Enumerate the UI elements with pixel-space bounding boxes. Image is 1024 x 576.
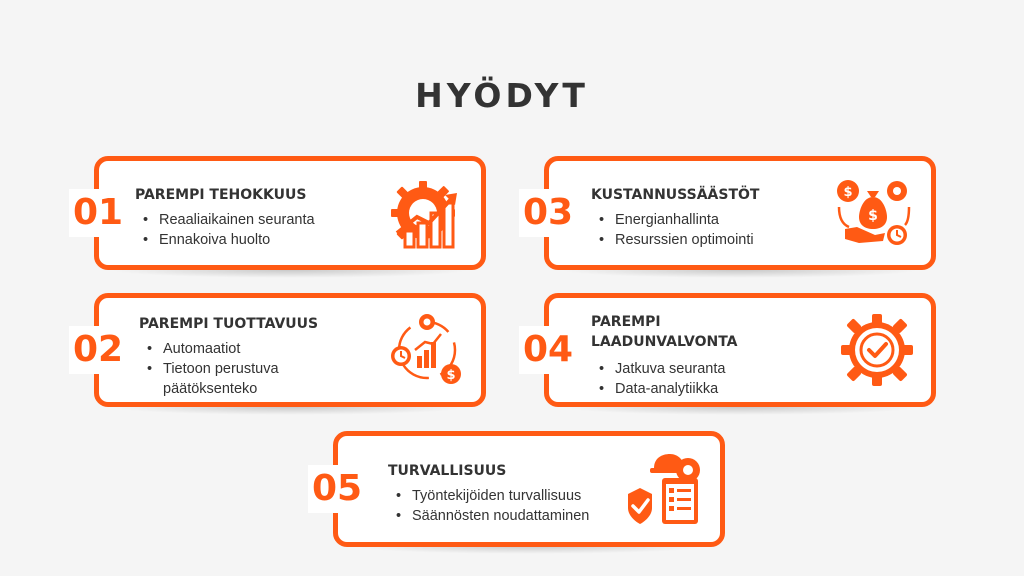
card-bullet-list [396,486,589,526]
card-bullet-list [147,339,327,399]
list-item: • Energianhallinta [599,210,754,230]
svg-text:$: $ [446,368,456,383]
card-number: 03 [519,189,577,237]
card-01 [73,156,486,270]
card-05 [312,431,725,547]
card-bullet-list [599,359,725,399]
card-bullet-list [599,210,754,250]
list-item: • Ennakoiva huolto [143,230,315,250]
card-heading: PAREMPI LAADUNVALVONTA [591,314,738,350]
list-item: • Resurssien optimointi [599,230,754,250]
card-02 [73,293,486,407]
card-number: 02 [69,326,127,374]
gear-check-icon [839,312,915,388]
card-number: 05 [308,465,366,513]
cost-savings-icon [835,177,913,253]
card-heading: TURVALLISUUS [388,463,507,479]
page-title: HYÖDYT [415,76,589,115]
list-item: • Jatkuva seuranta [599,359,725,379]
card-03 [523,156,936,270]
list-item: • Työntekijöiden turvallisuus [396,486,589,506]
list-item: • Reaaliaikainen seuranta [143,210,315,230]
svg-text:$: $ [868,208,878,224]
card-number: 01 [69,189,127,237]
svg-text:$: $ [843,185,853,200]
card-bullet-list [143,210,315,250]
gear-growth-chart-icon [387,177,467,253]
card-heading: PAREMPI TUOTTAVUUS [139,316,319,332]
card-04 [523,293,936,407]
list-item: • Tietoon perustuva päätöksenteko [147,359,327,399]
card-number: 04 [519,326,577,374]
list-item: • Säännösten noudattaminen [396,506,589,526]
safety-checklist-icon [624,450,704,530]
card-heading: PAREMPI TEHOKKUUS [135,187,307,203]
card-heading: KUSTANNUSSÄÄSTÖT [591,187,760,203]
list-item: • Automaatiot [147,339,327,359]
list-item: • Data-analytiikka [599,379,725,399]
productivity-cycle-icon [389,312,465,388]
